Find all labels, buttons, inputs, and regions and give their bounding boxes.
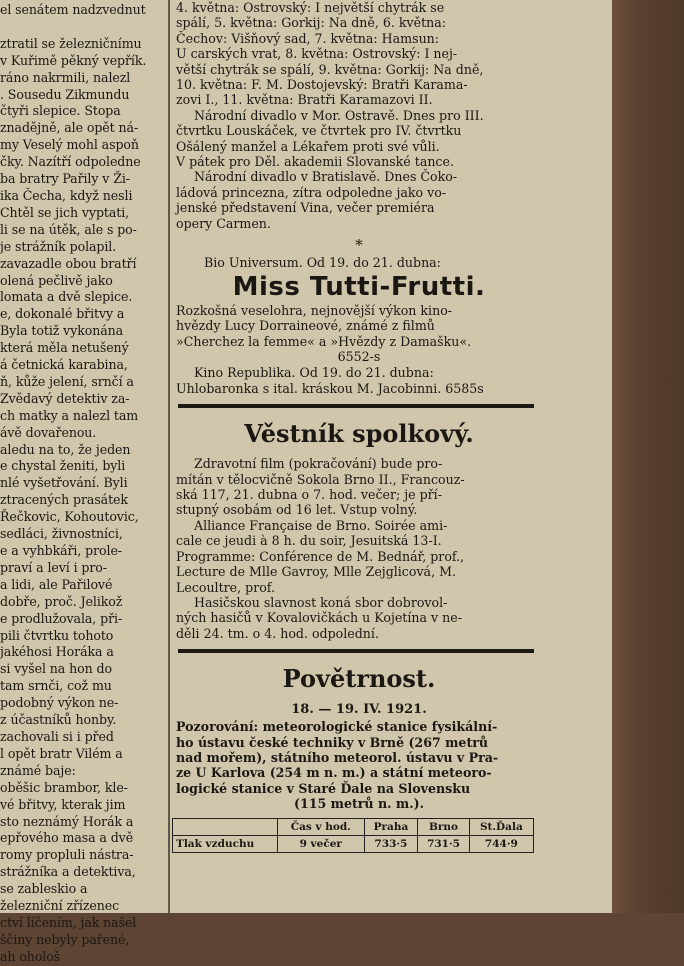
table-header-cell: Čas v hod. (278, 818, 365, 835)
club-notice-line: Lecture de Mlle Gavroy, Mlle Zejglicová, M. (176, 564, 456, 580)
right-column (176, 0, 542, 853)
weather-section-title: Povětrnost. (282, 664, 436, 694)
theatre-listings (176, 0, 542, 231)
ad-miss-tutti-frutti-title: Miss Tutti-Frutti. (232, 271, 486, 302)
article-line: jakéhosi Horáka a (0, 644, 114, 660)
clubs-section-title: Věstník spolkový. (244, 419, 474, 449)
article-line: z účastníků honby. (0, 712, 117, 728)
article-line: ah ohološ (0, 948, 61, 964)
club-notice-line: mítán v tělocvičně Sokola Brno II., Francouz- (176, 471, 465, 487)
theatre-line: 10. května: F. M. Dostojevský: Bratři Karama- (176, 77, 468, 93)
article-line: zachovali si i před (0, 728, 114, 744)
ad-kino-republika-text (176, 365, 542, 396)
article-line: známé baje: (0, 762, 76, 778)
article-line: železniční zřízenec (0, 898, 120, 914)
ad-line: 6552-s (337, 349, 381, 365)
theatre-line: Národní divadlo v Mor. Ostravě. Dnes pro III. (194, 107, 484, 123)
weather-line: (115 metrů n. m.). (294, 796, 424, 812)
page-edge-background (612, 0, 684, 913)
weather-text (176, 719, 542, 811)
article-line: ň, kůže jelení, srnčí a (0, 373, 134, 389)
article-line: čtyři slepice. Stopa (0, 103, 121, 119)
article-line: ščiny nebyly pařené, (0, 931, 130, 947)
table-cell: 9 večer (278, 835, 365, 852)
ad-line: »Cherchez la femme« a »Hvězdy z Damašku«. (176, 333, 472, 349)
article-line: Byla totiž vykonána (0, 323, 124, 339)
article-line: sto neznámý Horák a (0, 813, 134, 829)
article-line: čky. Nazítří odpoledne (0, 154, 141, 170)
weather-line: nad mořem), státního meteorol. ústavu v Pra- (176, 749, 499, 765)
article-line: my Veselý mohl aspoň (0, 137, 139, 153)
article-line: ávě dovařenou. (0, 424, 97, 440)
theatre-line: ládová princezna, zítra odpoledne jako vo- (176, 184, 447, 200)
cinema-ads (176, 255, 542, 396)
article-line: která měla netušený (0, 340, 129, 356)
article-line: nlé vyšetřování. Byli (0, 475, 128, 491)
article-line: epřového masa a dvě (0, 830, 134, 846)
left-column-article (0, 2, 166, 966)
table-cell: Tlak vzduchu (173, 835, 278, 852)
ad-line: Kino Republika. Od 19. do 21. dubna: (194, 365, 434, 381)
article-line: e prodlužovala, při- (0, 610, 123, 626)
article-line: ba bratry Pařily v Ži- (0, 171, 130, 187)
table-header-cell: St.Ďala (469, 818, 533, 835)
article-line: ctví líčením, jak našel (0, 914, 137, 930)
ad-line: Rozkošná veselohra, nejnovější výkon kino- (176, 302, 453, 318)
club-notice-line: Zdravotní film (pokračování) bude pro- (194, 456, 443, 472)
article-line: li se na útěk, ale s po- (0, 221, 137, 237)
article-line: je strážník polapil. (0, 238, 117, 254)
clubs-notices (176, 456, 542, 641)
article-line: oběšic brambor, kle- (0, 779, 128, 795)
theatre-line: V pátek pro Děl. akademii Slovanské tance. (176, 154, 454, 170)
weather-line: ze U Karlova (254 m n. m.) a státní meteoro- (176, 765, 492, 781)
table-header-cell: Brno (418, 818, 469, 835)
article-line (0, 19, 166, 36)
theatre-line: Čechov: Višňový sad, 7. května: Hamsun: (176, 30, 440, 46)
ad-line: Uhlobaronka s ital. kráskou M. Jacobinni. 6585s (176, 380, 484, 396)
article-line: pili čtvrtku tohoto (0, 627, 114, 643)
article-line: e chystal ženiti, byli (0, 458, 126, 474)
weather-line: ho ústavu české techniky v Brně (267 metrů (176, 734, 489, 750)
article-line: strážníka a detektiva, (0, 864, 136, 880)
article-line: podobný výkon ne- (0, 695, 119, 711)
article-line: zavazadle obou bratří (0, 255, 137, 271)
article-line: ráno nakrmili, nalezl (0, 69, 131, 85)
club-notice-line: cale ce jeudi à 8 h. du soir, Jesuitská 13-I. (176, 533, 442, 549)
article-line: vé břitvy, kterak jim (0, 796, 126, 812)
article-line: sedláci, živnostníci, (0, 526, 123, 542)
section-rule (178, 404, 534, 408)
theatre-line: jenské představení Vina, večer premiéra (176, 200, 435, 216)
weather-observation-table (172, 818, 534, 853)
article-line: aledu na to, že jeden (0, 441, 131, 457)
club-notice-line: stupný osobám od 16 let. Vstup volný. (176, 502, 418, 518)
club-notice-line: ných hasičů v Kovalovičkách u Kojetína v ne- (176, 610, 462, 626)
theatre-line: 4. května: Ostrovský: I největší chytrák se (176, 0, 445, 15)
ad-bio-universum-header: Bio Universum. Od 19. do 21. dubna: (204, 255, 441, 271)
article-line: el senátem nadzvednut (0, 2, 146, 17)
table-cell: 733·5 (364, 835, 418, 852)
table-header-cell: Praha (364, 818, 418, 835)
theatre-line: větší chytrák se spálí, 9. května: Gorkij: Na dně, (176, 61, 484, 77)
article-line: a lidi, ale Pařilové (0, 576, 113, 592)
club-notice-line: Hasičskou slavnost koná sbor dobrovol- (194, 594, 448, 610)
article-line: se zableskio a (0, 881, 88, 897)
article-line: dobře, proč. Jelikož (0, 593, 123, 609)
club-notice-line: Programme: Conférence de M. Bednář, prof., (176, 548, 465, 564)
club-notice-line: Alliance Française de Brno. Soirée ami- (194, 517, 448, 533)
article-line: ch matky a nalezl tam (0, 407, 139, 423)
column-divider (168, 0, 170, 913)
theatre-line: U carských vrat, 8. května: Ostrovský: I nej- (176, 46, 458, 62)
article-line: e, dokonalé břitvy a (0, 306, 125, 322)
article-line: ztratil se železničnímu (0, 35, 142, 51)
article-line: Chtěl se jich vyptati, (0, 204, 130, 220)
club-notice-line: Lecoultre, prof. (176, 579, 276, 595)
article-line: l opět bratr Vilém a (0, 745, 123, 761)
club-notice-line: ská 117, 21. dubna o 7. hod. večer; je pří- (176, 487, 442, 503)
table-row (173, 835, 534, 852)
article-line: Zvědavý detektiv za- (0, 390, 130, 406)
table-header-cell (173, 818, 278, 835)
article-line: á četnická karabina, (0, 357, 128, 373)
theatre-line: Ošálený manžel a Lékařem proti své vůli. (176, 138, 440, 154)
article-line: praví a leví i pro- (0, 559, 107, 575)
article-line: lomata a dvě slepice. (0, 289, 133, 305)
club-notice-line: děli 24. tm. o 4. hod. odpolední. (176, 625, 379, 641)
article-line: olená pečlivě jako (0, 272, 113, 288)
weather-line: logické stanice v Staré Ďale na Slovensku (176, 780, 471, 796)
ad-line: hvězdy Lucy Dorraineové, známé z filmů (176, 318, 435, 334)
theatre-line: čtvrtku Louskáček, ve čtvrtek pro IV. čtvrtku (176, 123, 462, 139)
article-line: Řečkovic, Kohoutovic, (0, 509, 139, 525)
table-header-row (173, 818, 534, 835)
article-line: romy propluli nástra- (0, 847, 134, 863)
table-cell: 731·5 (418, 835, 469, 852)
weather-line: Pozorování: meteorologické stanice fysikální- (176, 719, 498, 735)
theatre-line: zovi I., 11. května: Bratři Karamazovi II. (176, 92, 433, 108)
ad-bio-universum-text (176, 303, 542, 365)
star-separator: * (355, 236, 363, 255)
theatre-line: opery Carmen. (176, 215, 271, 231)
article-line: . Sousedu Zikmundu (0, 86, 130, 102)
section-rule (178, 649, 534, 653)
article-line: v Kuřimě pěkný vepřík. (0, 52, 147, 68)
article-line: ztracených prasátek (0, 492, 128, 508)
article-line: si vyšel na hon do (0, 661, 112, 677)
article-line: ika Čecha, když nesli (0, 187, 133, 203)
theatre-line: spálí, 5. května: Gorkij: Na dně, 6. května: (176, 15, 447, 31)
article-line: znadějně, ale opět ná- (0, 120, 139, 136)
table-cell: 744·9 (469, 835, 533, 852)
article-line: tam srnči, což mu (0, 678, 112, 694)
article-line: e a vyhbkáři, prole- (0, 543, 122, 558)
weather-date: 18. — 19. IV. 1921. (291, 702, 427, 718)
theatre-line: Národní divadlo v Bratislavě. Dnes Čoko- (194, 169, 458, 185)
